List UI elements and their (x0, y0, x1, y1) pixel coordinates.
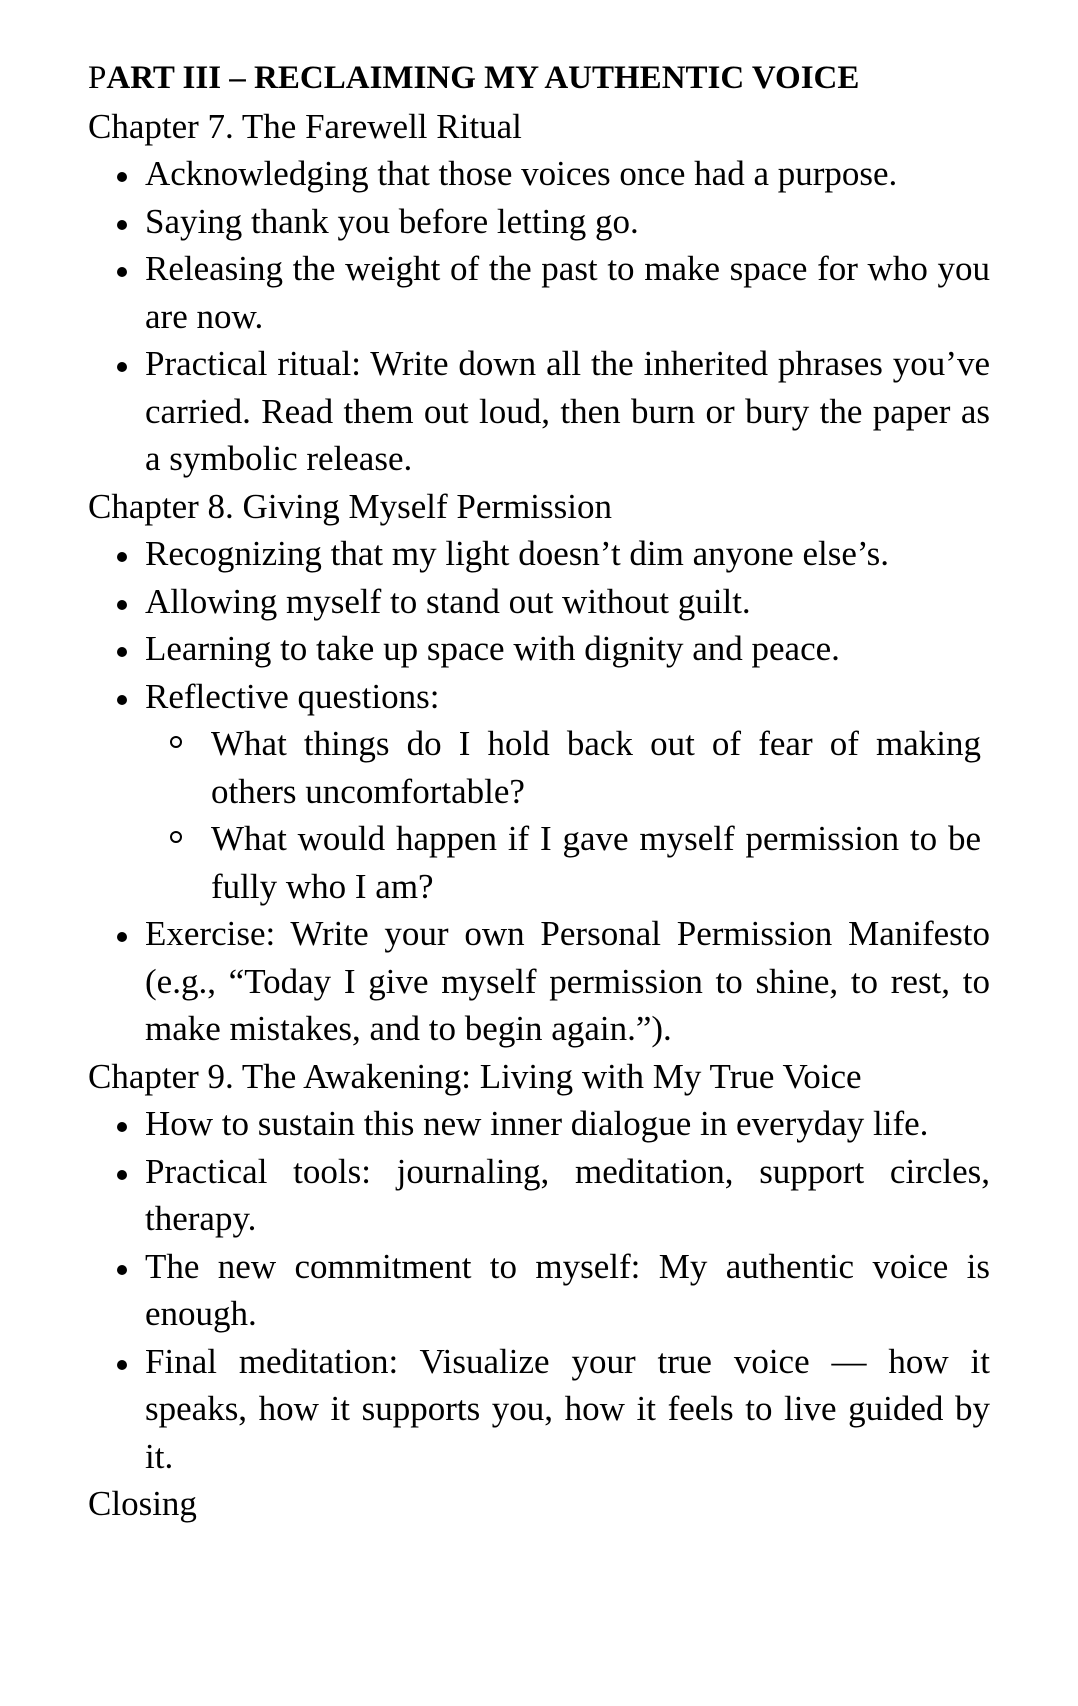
list-item-text: Practical ritual: Write down all the inherited phrases you’ve carried. Read them out loud, then burn or bury the paper as a symbolic release. (145, 344, 990, 478)
list-item-text: Saying thank you before letting go. (145, 201, 639, 241)
list-item-text: Exercise: Write your own Personal Permission Manifesto (e.g., “Today I give myself permission to shine, to rest, to make mistakes, and to begin again.”). (145, 914, 990, 1048)
list-item (88, 1100, 990, 1148)
bullet-circle-icon (170, 831, 182, 843)
list-item (88, 578, 990, 626)
list-item (88, 530, 990, 578)
list-item-text: Practical tools: journaling, meditation, support circles, therapy. (145, 1151, 990, 1238)
chapter-8-list (88, 530, 1078, 1053)
sub-list-item (88, 815, 981, 910)
list-item (88, 673, 990, 721)
list-item-text: Learning to take up space with dignity and peace. (145, 629, 840, 668)
bullet-dot-icon (117, 220, 127, 230)
list-item-text: Final meditation: Visualize your true voice — how it speaks, how it supports you, how it feels to live guided by it. (145, 1341, 990, 1476)
bullet-dot-icon (117, 172, 127, 182)
bullet-dot-icon (117, 932, 127, 942)
list-item (88, 340, 990, 483)
bullet-dot-icon (117, 552, 127, 562)
chapter-7-title: Chapter 7. The Farewell Ritual (88, 106, 522, 146)
sub-list-item (88, 720, 981, 815)
list-item (88, 625, 990, 673)
chapter-9-title: Chapter 9. The Awakening: Living with My True Voice (88, 1056, 862, 1096)
list-item (88, 1243, 990, 1338)
list-item (88, 245, 990, 340)
bullet-dot-icon (117, 695, 127, 705)
bullet-dot-icon (117, 267, 127, 277)
list-item-text: How to sustain this new inner dialogue in everyday life. (145, 1104, 929, 1143)
part-heading-first-letter: P (88, 60, 107, 96)
bullet-dot-icon (117, 1170, 127, 1180)
list-item (88, 198, 990, 246)
chapter-7-list (88, 150, 1078, 483)
list-item-text: Acknowledging that those voices once had a purpose. (145, 154, 898, 193)
list-item (88, 910, 990, 1053)
part-heading (88, 55, 1078, 103)
list-item-text: Allowing myself to stand out without guilt. (145, 581, 751, 621)
bullet-dot-icon (117, 600, 127, 610)
chapter-9-list (88, 1100, 1078, 1480)
bullet-dot-icon (117, 1122, 127, 1132)
list-item-text: Reflective questions: (145, 676, 440, 716)
list-item (88, 150, 990, 198)
bullet-dot-icon (117, 647, 127, 657)
closing-label: Closing (88, 1484, 197, 1523)
bullet-dot-icon (117, 1360, 127, 1370)
bullet-dot-icon (117, 362, 127, 372)
list-item-text: Recognizing that my light doesn’t dim anyone else’s. (145, 534, 889, 573)
list-item (88, 1338, 990, 1481)
list-item-text: Releasing the weight of the past to make space for who you are now. (145, 249, 990, 336)
chapter-8-title: Chapter 8. Giving Myself Permission (88, 486, 612, 526)
list-item-text: The new commitment to myself: My authentic voice is enough. (145, 1246, 990, 1333)
part-heading-text: ART III – RECLAIMING MY AUTHENTIC VOICE (106, 60, 860, 96)
sub-list-item-text: What would happen if I gave myself permission to be fully who I am? (211, 819, 981, 906)
sub-list-item-text: What things do I hold back out of fear of making others uncomfortable? (211, 724, 981, 811)
list-item (88, 1148, 990, 1243)
bullet-dot-icon (117, 1265, 127, 1275)
bullet-circle-icon (170, 736, 182, 748)
